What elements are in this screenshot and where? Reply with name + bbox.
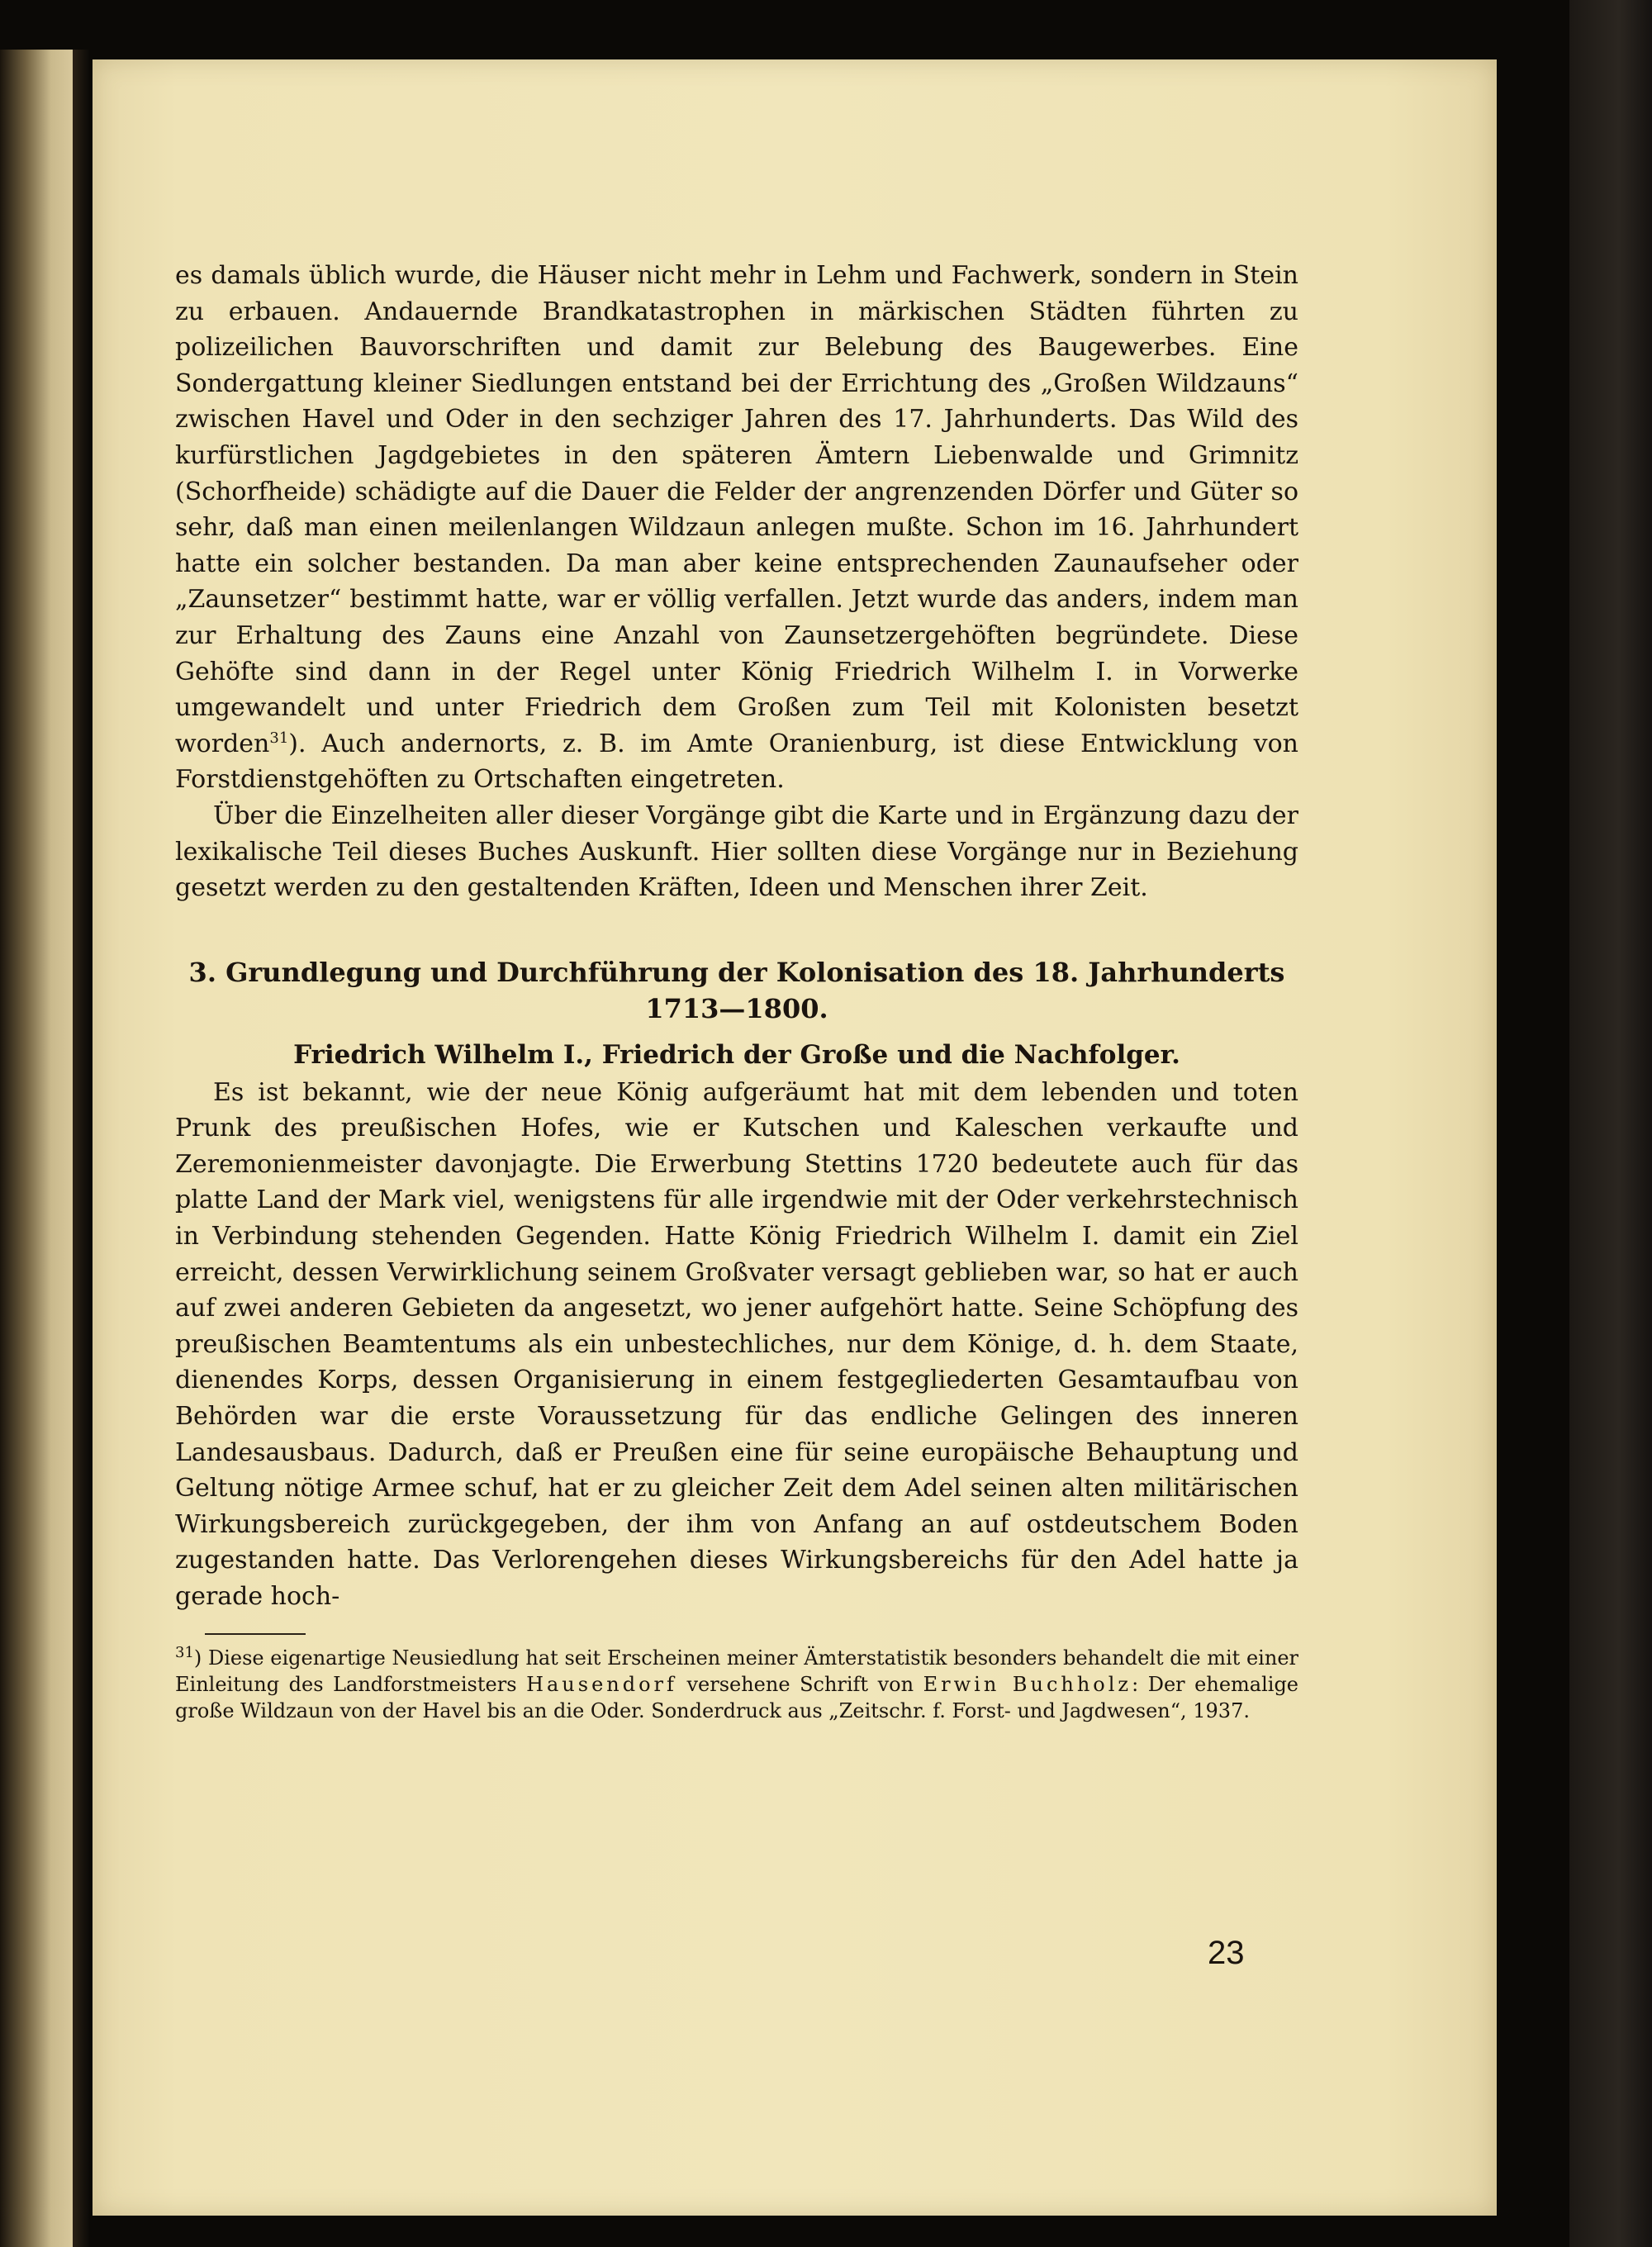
left-page-edge: [0, 50, 73, 2247]
section-heading: [175, 954, 1298, 1027]
page-number: 23: [1208, 1935, 1245, 1971]
page-content: [175, 258, 1298, 1724]
footnote-name-buchholz: Erwin Buchholz: [923, 1672, 1132, 1696]
footnote: [175, 1645, 1298, 1724]
footnote-text-1: ) Diese eigenartige Neusiedlung hat seit Erscheinen meiner Ämterstatistik besonders behandelt die mit einer Einleitung des Landforstmeisters: [175, 1646, 1298, 1696]
paragraph-2: Über die Einzelheiten aller dieser Vorgänge gibt die Karte und in Ergänzung dazu der lexikalische Teil dieses Buches Auskunft. Hier sollten diese Vorgänge nur in Beziehung gesetzt werden zu den gestaltenden Kräften, Ideen und Menschen ihrer Zeit.: [175, 800, 1298, 903]
book-page: [93, 59, 1497, 2216]
footnote-name-hausendorf: Hausendorf: [526, 1672, 677, 1696]
paragraph-1-end: ). Auch andernorts, z. B. im Amte Oranienburg, ist diese Entwicklung von Forstdienstgehöften zu Ortschaften eingetreten.: [175, 729, 1298, 795]
paragraph-3: Es ist bekannt, wie der neue König aufgeräumt hat mit dem lebenden und toten Prunk des preußischen Hofes, wie er Kutschen und Kaleschen verkaufte und Zeremonienmeister davonjagte. Die Erwerbung Stettins 1720 bedeutete auch für das platte Land der Mark viel, wenigstens für alle irgendwie mit der Oder verkehrstechnisch in Verbindung stehenden Gegenden. Hatte König Friedrich Wilhelm I. damit ein Ziel erreicht, dessen Verwirklichung seinem Großvater versagt geblieben war, so hat er auch auf zwei anderen Gebieten da angesetzt, wo jener aufgehört hatte. Seine Schöpfung des preußischen Beamtentums als ein unbestechliches, nur dem Könige, d. h. dem Staate, dienendes Korps, dessen Organisierung in einem festgegliederten Gesamtaufbau von Behörden war die erste Voraussetzung für das endliche Gelingen des inneren Landesausbaus. Dadurch, daß er Preußen eine für seine europäische Behauptung und Geltung nötige Armee schuf, hat er zu gleicher Zeit dem Adel seinen alten militärischen Wirkungsbereich zurückgegeben, der ihm von Anfang an auf ostdeutschem Boden zugestanden hatte. Das Verlorengehen dieses Wirkungsbereichs für den Adel hatte ja gerade hoch-: [175, 1077, 1298, 1611]
book-gutter: [73, 50, 89, 2247]
paragraph-1-text: es damals üblich wurde, die Häuser nicht mehr in Lehm und Fachwerk, sondern in Stein zu erbauen. Andauernde Brandkatastrophen in märkischen Städten führten zu polizeilichen Bauvorschriften und damit zur Belebung des Baugewerbes. Eine Sondergattung kleiner Siedlungen entstand bei der Errichtung des „Großen Wildzauns“ zwischen Havel und Oder in den sechziger Jahren des 17. Jahrhunderts. Das Wild des kurfürstlichen Jagdgebietes in den späteren Ämtern Liebenwalde und Grimnitz (Schorfheide) schädigte auf die Dauer die Felder der angrenzenden Dörfer und Güter so sehr, daß man einen meilenlangen Wildzaun anlegen mußte. Schon im 16. Jahrhundert hatte ein solcher bestanden. Da man aber keine entsprechenden Zaunaufseher oder „Zaunsetzer“ bestimmt hatte, war er völlig verfallen. Jetzt wurde das anders, indem man zur Erhaltung des Zauns eine Anzahl von Zaunsetzergehöften begründete. Diese Gehöfte sind dann in der Regel unter König Friedrich Wilhelm I. in Vorwerke umgewandelt und unter Friedrich dem Großen zum Teil mit Kolonisten besetzt worden: [175, 261, 1298, 758]
subheading: Friedrich Wilhelm I., Friedrich der Große und die Nachfolger.: [293, 1039, 1180, 1070]
section-heading-title: 3. Grundlegung und Durchführung der Kolonisation des 18. Jahrhunderts: [188, 956, 1285, 988]
footnote-marker: 31: [175, 1643, 194, 1661]
footnote-divider: [205, 1633, 306, 1635]
footnote-text-2: versehene Schrift von: [686, 1672, 914, 1696]
footnote-reference: 31: [269, 729, 289, 747]
book-cover-edge: [1569, 0, 1652, 2247]
section-heading-years: 1713—1800.: [645, 992, 828, 1024]
footnote-text-3: : Der ehemalige große Wildzaun von der Havel bis an die Oder. Sonderdruck aus „Zeitschr. f. Forst- und Jagdwesen“, 1937.: [175, 1672, 1299, 1722]
paragraph-1: [175, 258, 1298, 798]
